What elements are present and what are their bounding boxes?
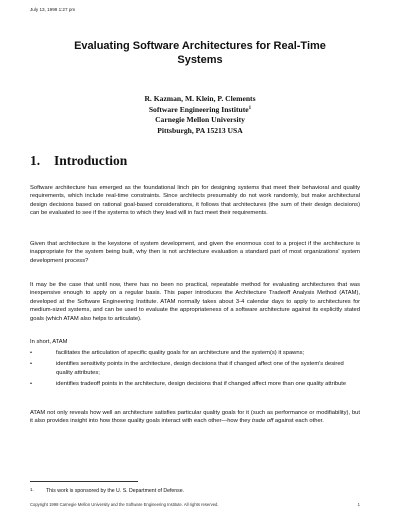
footnote-divider [30, 481, 138, 482]
paragraph-2: Given that architecture is the keystone of system development, and given the enormous cost to a project if the architecture is inappropriate for the system being built, why then is not architecture evaluation a standard part of most organizations' system development process? [30, 241, 360, 264]
page-footer [30, 502, 360, 507]
author-block [40, 94, 360, 136]
author-institute-line [40, 105, 360, 116]
bullet-marker: • [30, 350, 33, 356]
footnote-reference-mark: 1 [248, 105, 252, 111]
author-university: Carnegie Mellon University [155, 115, 245, 125]
footnote-text: This work is sponsored by the U. S. Department of Defense. [46, 488, 185, 494]
paper-title [40, 39, 360, 67]
print-timestamp: July 13, 1999 1:27 pm [30, 7, 76, 12]
paragraph-5-text: ATAM not only reveals how well an architecture satisfies particular quality goals for it (such as performance or modifiability), but it also provides insight into how those quality goals interact with each other—how they [30, 410, 360, 425]
footnote [30, 487, 184, 494]
emphasis-text: trade off [252, 418, 274, 425]
list-item [30, 360, 360, 377]
paragraph-5-end: against each other. [273, 418, 324, 425]
list-item [30, 380, 360, 388]
bullet-text: identifies tradeoff points in the architecture, design decisions that if changed affect more than one quality attribute [56, 381, 347, 388]
section-heading [30, 153, 127, 169]
section-number: 1. [30, 153, 41, 168]
paragraph-1: Software architecture has emerged as the foundational linch pin for designing systems that meet their behavioral and quality requirements, which include real-time constraints. Since architects presumably do not work randomly, but make architectural design decisions based on rational goal-based considerations, it follows that architectures (the sum of their design decisions) can be evaluated to see if the systems to which they lead will in fact meet their requirements. [30, 185, 360, 217]
copyright-notice: Copyright 1998 Carnegie Mellon University and the Software Engineering Institute. All rights reserved. [30, 502, 219, 507]
paragraph-4: In short, ATAM [30, 339, 68, 345]
bullet-text: facilitates the articulation of specific quality goals for an architecture and the system(s) it spawns; [56, 350, 305, 356]
bullet-text: identifies sensitivity points in the architecture, design decisions that if changed affect one of the system's desired quality attributes; [56, 361, 344, 376]
title-line-2: Systems [177, 54, 223, 66]
author-names: R. Kazman, M. Klein, P. Clements [144, 94, 256, 103]
section-title: Introduction [54, 153, 128, 168]
bullet-marker: • [30, 381, 33, 388]
list-item [30, 349, 360, 357]
title-line-1: Evaluating Software Architectures for Real-Time [74, 40, 326, 52]
paragraph-3: It may be the case that until now, there has no been no practical, repeatable method for evaluating architectures that was inexpensive enough to apply on a regular basis. This paper introduces the Architecture Tradeoff Analysis Method (ATAM), developed at the Software Engineering Institute. ATAM normally takes about 3-4 calendar days to apply to architectures for medium-sized systems, and can be used to evaluate the appropriateness of a software architecture against its explicitly stated goals (which ATAM also helps to articulate). [30, 282, 360, 322]
bullet-list [30, 349, 360, 392]
author-institute: Software Engineering Institute [148, 104, 249, 114]
paragraph-5 [30, 409, 360, 426]
page-number: 1 [357, 502, 360, 507]
bullet-marker: • [30, 361, 33, 368]
author-location: Pittsburgh, PA 15213 USA [157, 125, 243, 135]
footnote-number: 1. [30, 487, 34, 492]
